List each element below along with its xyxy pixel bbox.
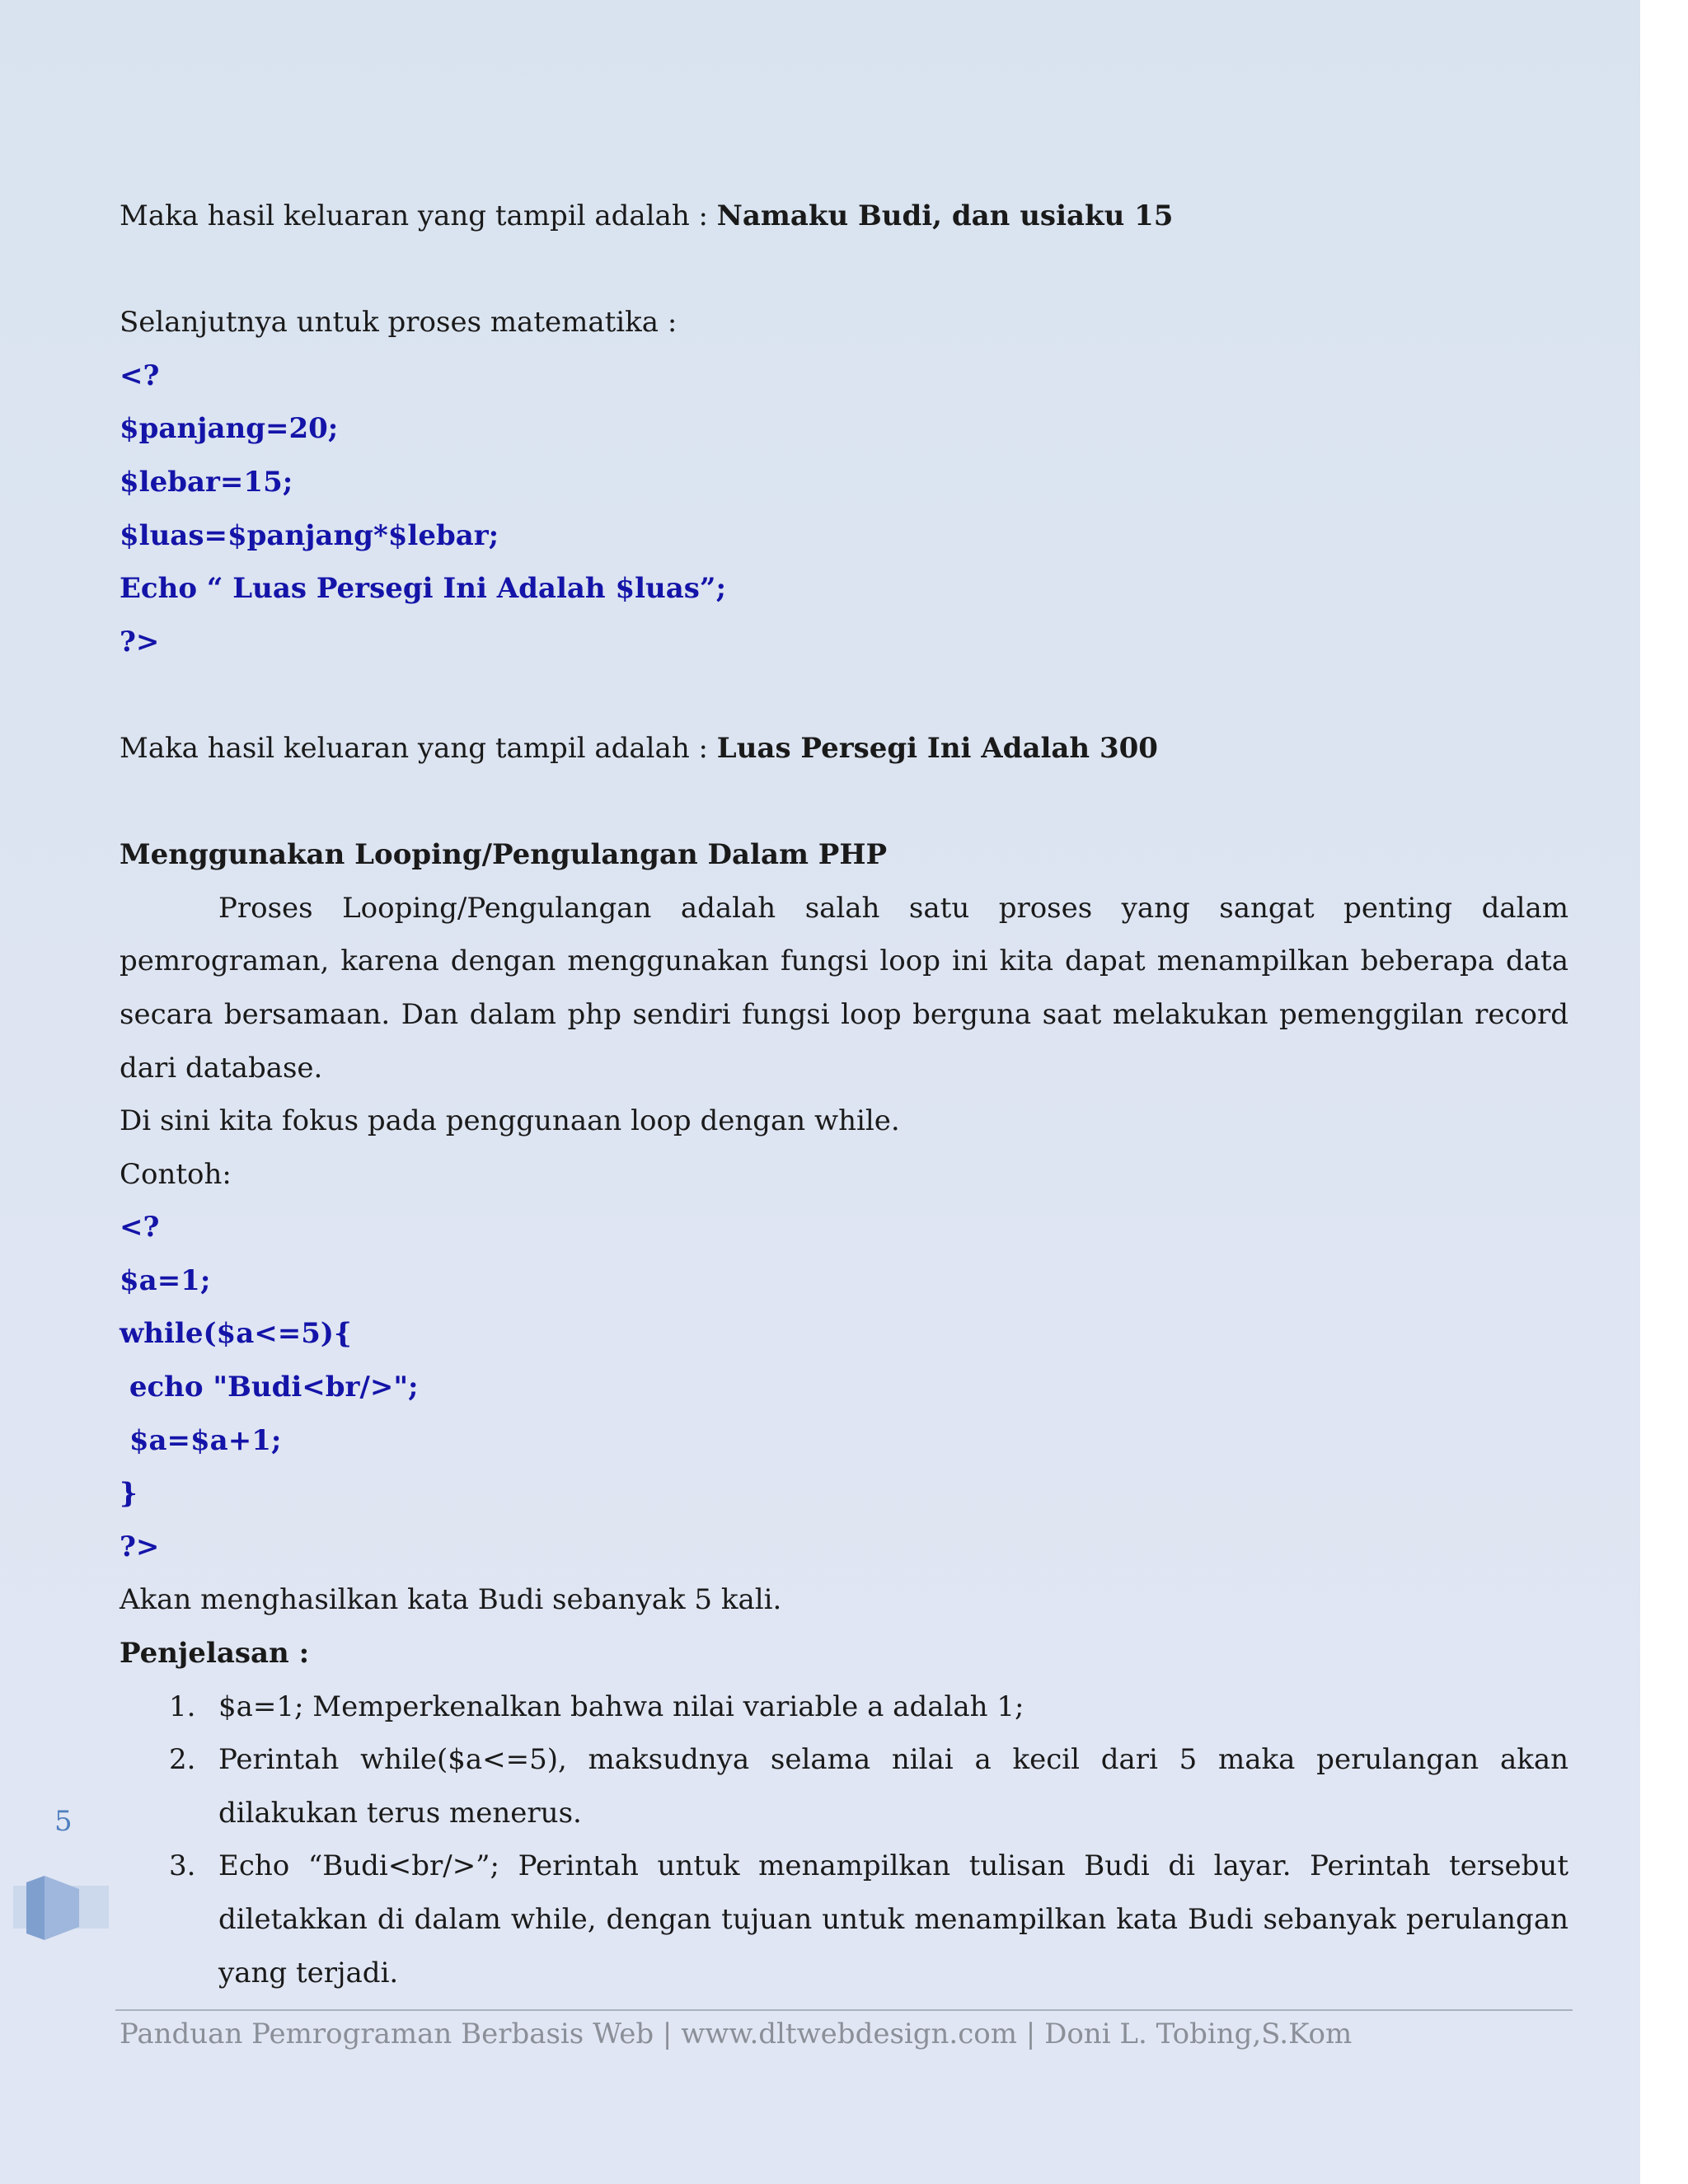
code-line: Echo “ Luas Persegi Ini Adalah $luas”; bbox=[120, 572, 727, 606]
explanation-heading: Penjelasan : bbox=[120, 1637, 310, 1671]
list-item-number: 1. bbox=[169, 1690, 196, 1723]
result-text: Akan menghasilkan kata Budi sebanyak 5 kali. bbox=[120, 1583, 782, 1617]
list-item bbox=[120, 1733, 1568, 1840]
list-item-text: Echo “Budi<br/>”; Perintah untuk menampilkan tulisan Budi di layar. Perintah tersebut diletakkan di dalam while, dengan tujuan untuk menampilkan kata Budi sebanyak perulangan yang terjadi. bbox=[218, 1849, 1568, 1990]
intro-output-value: Namaku Budi, dan usiaku 15 bbox=[716, 199, 1174, 232]
code-line: } bbox=[120, 1477, 138, 1511]
code-line: <? bbox=[120, 359, 160, 392]
code-line: $a=1; bbox=[120, 1263, 211, 1297]
intro-output-line bbox=[120, 190, 1568, 243]
math-output-line bbox=[120, 722, 1568, 776]
spacer bbox=[120, 776, 1568, 829]
example-label: Contoh: bbox=[120, 1157, 232, 1191]
code-line: $lebar=15; bbox=[120, 465, 293, 499]
loop-code-block bbox=[120, 1201, 1568, 1573]
page-number: 5 bbox=[54, 1805, 73, 1838]
code-line: while($a<=5){ bbox=[120, 1317, 352, 1351]
code-line: ?> bbox=[120, 1530, 160, 1563]
math-code-block bbox=[120, 349, 1568, 669]
explanation-list bbox=[120, 1680, 1568, 2000]
code-line: $panjang=20; bbox=[120, 412, 339, 446]
loop-heading: Menggunakan Looping/Pengulangan Dalam PHP bbox=[120, 838, 888, 872]
list-item-number: 2. bbox=[169, 1743, 196, 1777]
intro-output-label: Maka hasil keluaran yang tampil adalah : bbox=[120, 199, 717, 232]
code-line: $luas=$panjang*$lebar; bbox=[120, 518, 499, 552]
list-item bbox=[120, 1840, 1568, 1999]
code-line: ?> bbox=[120, 625, 160, 658]
math-intro: Selanjutnya untuk proses matematika : bbox=[120, 306, 678, 340]
page-footer: Panduan Pemrograman Berbasis Web | www.dltwebdesign.com | Doni L. Tobing,S.Kom bbox=[120, 2018, 1353, 2050]
loop-paragraph: Proses Looping/Pengulangan adalah salah satu proses yang sangat penting dalam pemrograman, karena dengan menggunakan fungsi loop ini kita dapat menampilkan beberapa data secara bersamaan. Dan dalam php sendiri fungsi loop berguna saat melakukan pemenggilan record dari database. bbox=[120, 891, 1568, 1085]
list-item bbox=[120, 1680, 1568, 1734]
spacer bbox=[120, 668, 1568, 722]
loop-focus-text: Di sini kita fokus pada penggunaan loop dengan while. bbox=[120, 1104, 900, 1138]
spacer bbox=[120, 243, 1568, 297]
list-item-text: $a=1; Memperkenalkan bahwa nilai variable a adalah 1; bbox=[218, 1690, 1025, 1723]
list-item-text: Perintah while($a<=5), maksudnya selama nilai a kecil dari 5 maka perulangan akan dilakukan terus menerus. bbox=[218, 1743, 1568, 1830]
page-content bbox=[120, 190, 1568, 1999]
code-line: $a=$a+1; bbox=[120, 1423, 282, 1457]
math-output-label: Maka hasil keluaran yang tampil adalah : bbox=[120, 731, 717, 765]
page-marker-arrow-icon bbox=[12, 1871, 110, 1945]
code-line: echo "Budi<br/>"; bbox=[120, 1371, 419, 1404]
math-output-value: Luas Persegi Ini Adalah 300 bbox=[716, 731, 1158, 765]
code-line: <? bbox=[120, 1211, 160, 1244]
list-item-number: 3. bbox=[169, 1849, 196, 1883]
